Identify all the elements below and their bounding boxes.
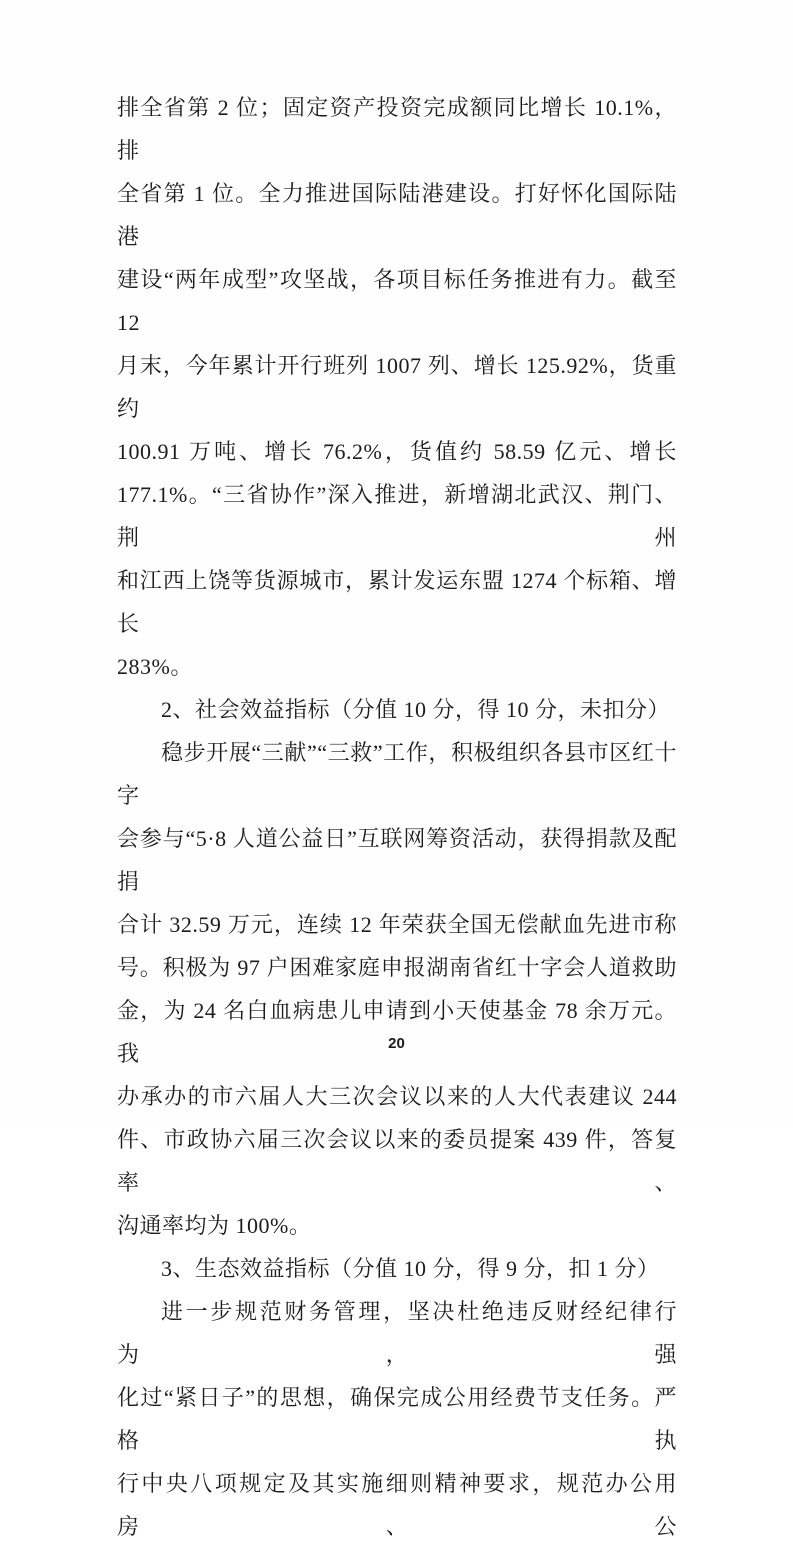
text-line: 100.91 万吨、增长 76.2%，货值约 58.59 亿元、增长: [117, 439, 677, 464]
text-line: 沟通率均为 100%。: [117, 1213, 312, 1238]
text-line: 3、生态效益指标（分值 10 分，得 9 分，扣 1 分）: [161, 1256, 660, 1281]
text-line: 件、市政协六届三次会议以来的委员提案 439 件，答复率、: [117, 1127, 677, 1195]
page-number: 20: [388, 1035, 405, 1052]
text-line: 稳步开展“三献”“三救”工作，积极组织各县市区红十字: [117, 740, 677, 808]
text-line: 进一步规范财务管理，坚决杜绝违反财经纪律行为，强: [117, 1299, 677, 1367]
text-line: 2、社会效益指标（分值 10 分，得 10 分，未扣分）: [161, 697, 671, 722]
text-line: 和江西上饶等货源城市，累计发运东盟 1274 个标箱、增长: [117, 568, 677, 636]
text-line: 会参与“5·8 人道公益日”互联网筹资活动，获得捐款及配捐: [117, 826, 677, 894]
text-line: 月末，今年累计开行班列 1007 列、增长 125.92%，货重约: [117, 353, 677, 421]
text-line: 283%。: [117, 654, 193, 679]
text-line: 建设“两年成型”攻坚战，各项目标任务推进有力。截至 12: [117, 267, 677, 335]
text-line: 全省第 1 位。全力推进国际陆港建设。打好怀化国际陆港: [117, 181, 677, 249]
text-line: 177.1%。“三省协作”深入推进，新增湖北武汉、荆门、荆州: [117, 482, 677, 550]
text-line: 办承办的市六届人大三次会议以来的人大代表建议 244: [117, 1084, 677, 1109]
text-line: 排全省第 2 位；固定资产投资完成额同比增长 10.1%，排: [117, 95, 677, 163]
text-line: 化过“紧日子”的思想，确保完成公用经费节支任务。严格执: [117, 1385, 677, 1453]
text-line: 号。积极为 97 户困难家庭申报湖南省红十字会人道救助: [117, 955, 677, 980]
document-text-body: [117, 86, 677, 1548]
text-line: 金，为 24 名白血病患儿申请到小天使基金 78 余万元。我: [117, 998, 677, 1066]
text-line: 合计 32.59 万元，连续 12 年荣获全国无偿献血先进市称: [117, 912, 677, 937]
text-line: 行中央八项规定及其实施细则精神要求，规范办公用房、公: [117, 1471, 677, 1539]
